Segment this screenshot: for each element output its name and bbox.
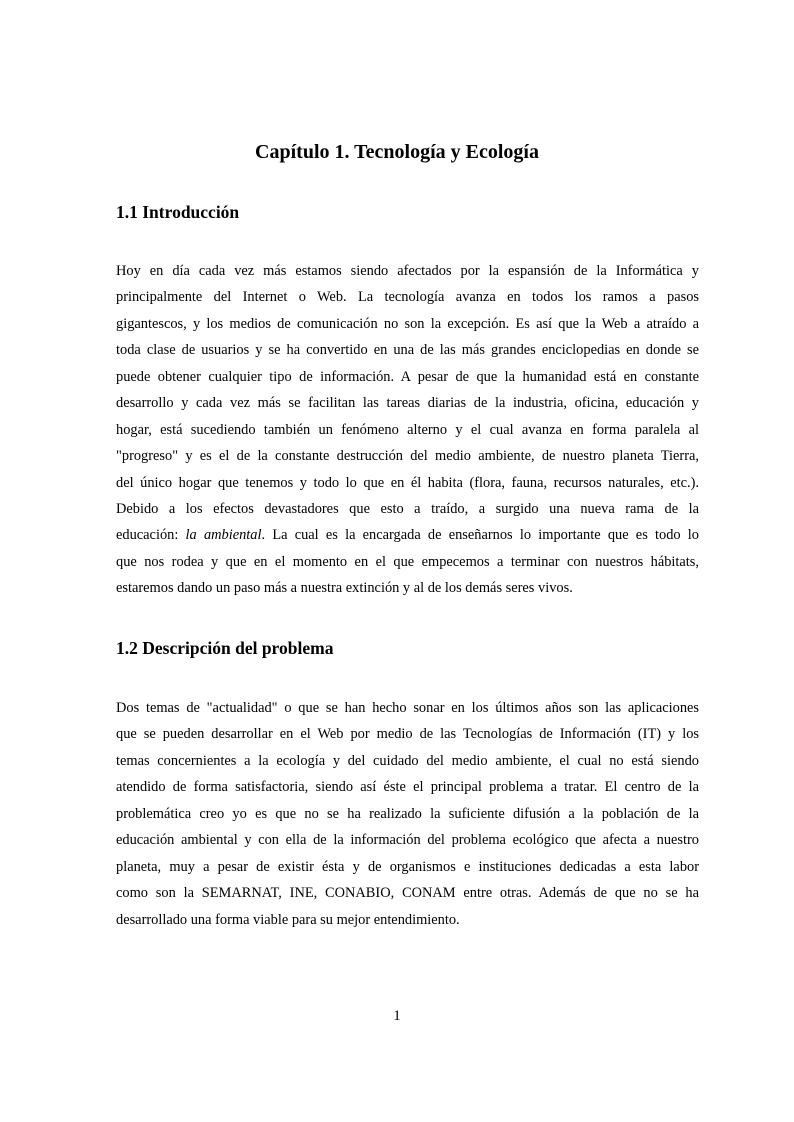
paragraph-line — [116, 522, 699, 548]
paragraph-line: del único hogar que tenemos y todo lo que en él habita (flora, fauna, recursos naturales, etc.). — [116, 474, 699, 491]
paragraph-line: planeta, muy a pesar de existir ésta y de organismos e instituciones dedicadas a esta labor — [116, 858, 699, 875]
paragraph-line: atendido de forma satisfactoria, siendo así éste el principal problema a tratar. El centro de la — [116, 779, 699, 796]
paragraph-line: desarrollado una forma viable para su mejor entendimiento. — [116, 911, 460, 928]
text-run: . La cual es la encargada de enseñarnos lo importante que es todo lo — [261, 527, 699, 544]
text-run: educación: — [116, 527, 186, 544]
paragraph-descripcion — [116, 695, 699, 933]
paragraph-line: temas concernientes a la ecología y del cuidado del medio ambiente, el cual no está siendo — [116, 752, 699, 769]
paragraph-line: hogar, está sucediendo también un fenómeno alterno y el cual avanza en forma paralela al — [116, 421, 699, 438]
paragraph-line: gigantescos, y los medios de comunicación no son la excepción. Es así que la Web a atraído a — [116, 315, 699, 332]
paragraph-line: que nos rodea y que en el momento en el que empecemos a terminar con nuestros hábitats, — [116, 553, 699, 570]
paragraph-line: Hoy en día cada vez más estamos siendo afectados por la espansión de la Informática y — [116, 263, 699, 279]
paragraph-line: "progreso" y es el de la constante destrucción del medio ambiente, de nuestro planeta Tierra, — [116, 448, 699, 465]
paragraph-line: principalmente del Internet o Web. La tecnología avanza en todos los ramos a pasos — [116, 289, 699, 306]
paragraph-line: educación ambiental y con ella de la información del problema ecológico que afecta a nuestro — [116, 832, 699, 849]
paragraph-line: como son la SEMARNAT, INE, CONABIO, CONAM entre otras. Además de que no se ha — [116, 885, 699, 902]
section-title-introduccion: 1.1 Introducción — [116, 202, 240, 222]
paragraph-line: problemática creo yo es que no se ha realizado la suficiente difusión a la población de la — [116, 805, 699, 822]
paragraph-introduccion — [116, 258, 699, 602]
paragraph-line: toda clase de usuarios y se ha convertido en una de las más grandes enciclopedias en donde se — [116, 342, 699, 359]
paragraph-line: Dos temas de "actualidad" o que se han hecho sonar en los últimos años son las aplicaciones — [116, 700, 699, 716]
italic-term: la ambiental — [185, 527, 262, 544]
paragraph-line: estaremos dando un paso más a nuestra extinción y al de los demás seres vivos. — [116, 580, 573, 597]
chapter-title: Capítulo 1. Tecnología y Ecología — [255, 141, 539, 163]
paragraph-line: que se pueden desarrollar en el Web por medio de las Tecnologías de Información (IT) y los — [116, 726, 699, 743]
paragraph-line: Debido a los efectos devastadores que esto a traído, a surgido una nueva rama de la — [116, 500, 699, 517]
paragraph-line: desarrollo y cada vez más se facilitan las tareas diarias de la industria, oficina, educación y — [116, 395, 699, 412]
section-title-descripcion: 1.2 Descripción del problema — [116, 638, 334, 658]
paragraph-line: puede obtener cualquier tipo de información. A pesar de que la humanidad está en constante — [116, 368, 699, 385]
page-number: 1 — [393, 1008, 401, 1024]
